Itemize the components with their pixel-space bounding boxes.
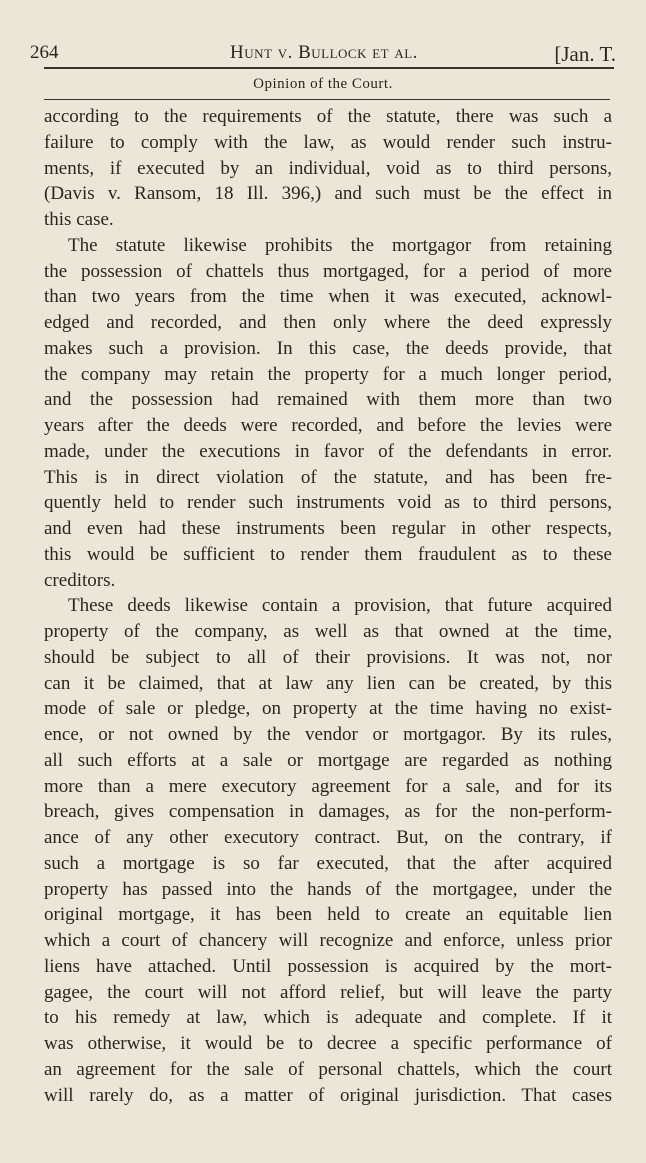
text-line: edged and recorded, and then only where the deed expressly bbox=[44, 312, 612, 333]
text-line: this would be sufficient to render them fraudulent as to these bbox=[44, 543, 612, 565]
header-rule bbox=[44, 67, 614, 69]
text-line: gagee, the court will not afford relief, but will leave the party bbox=[44, 981, 612, 1003]
text-line: was otherwise, it would be to decree a specific performance of bbox=[44, 1033, 612, 1054]
case-title: Hunt v. Bullock et al. bbox=[230, 42, 418, 63]
text-line: liens have attached. Until possession is acquired by the mort- bbox=[44, 955, 612, 977]
text-line: original mortgage, it has been held to create an equitable lien bbox=[44, 904, 612, 926]
page-number: 264 bbox=[30, 42, 59, 63]
text-line: ance of any other executory contract. But, on the contrary, if bbox=[44, 827, 612, 848]
text-line: an agreement for the sale of personal chattels, which the court bbox=[44, 1058, 612, 1080]
text-line: makes such a provision. In this case, the deeds provide, that bbox=[44, 337, 612, 359]
section-subheading: Opinion of the Court. bbox=[253, 76, 393, 92]
text-line: according to the requirements of the statute, there was such a bbox=[44, 106, 612, 127]
text-line: years after the deeds were recorded, and before the levies were bbox=[44, 415, 612, 436]
text-line: which a court of chancery will recognize and enforce, unless prior bbox=[44, 930, 612, 951]
text-line: should be subject to all of their provisions. It was not, nor bbox=[44, 646, 612, 668]
text-line: The statute likewise prohibits the mortgagor from retaining bbox=[68, 234, 612, 256]
text-line: (Davis v. Ransom, 18 Ill. 396,) and such must be the effect in bbox=[44, 183, 612, 205]
text-line: all such efforts at a sale or mortgage are regarded as nothing bbox=[44, 749, 612, 771]
text-line: failure to comply with the law, as would render such instru- bbox=[44, 131, 612, 153]
text-line: such a mortgage is so far executed, that the after acquired bbox=[44, 852, 612, 874]
text-line: ence, or not owned by the vendor or mortgagor. By its rules, bbox=[44, 724, 612, 745]
running-head bbox=[30, 38, 616, 66]
text-line: creditors. bbox=[44, 569, 116, 591]
text-line: breach, gives compensation in damages, as for the non-perform- bbox=[44, 801, 612, 823]
text-line: ments, if executed by an individual, void as to third persons, bbox=[44, 157, 612, 179]
text-line: and even had these instruments been regular in other respects, bbox=[44, 518, 612, 539]
text-line: property has passed into the hands of the mortgagee, under the bbox=[44, 878, 612, 900]
text-line: property of the company, as well as that owned at the time, bbox=[44, 621, 612, 642]
text-line: quently held to render such instruments void as to third persons, bbox=[44, 492, 612, 514]
text-line: will rarely do, as a matter of original jurisdiction. That cases bbox=[44, 1084, 612, 1106]
text-line: more than a mere executory agreement for a sale, and for its bbox=[44, 775, 612, 797]
text-line: This is in direct violation of the statute, and has been fre- bbox=[44, 466, 612, 488]
term-label: [Jan. T. bbox=[554, 42, 616, 66]
opinion-text bbox=[44, 104, 612, 1108]
text-line: than two years from the time when it was executed, acknowl- bbox=[44, 286, 612, 308]
text-line: can it be claimed, that at law any lien can be created, by this bbox=[44, 672, 612, 694]
text-line: the company may retain the property for a much longer period, bbox=[44, 363, 612, 385]
text-line: These deeds likewise contain a provision, that future acquired bbox=[68, 595, 612, 617]
subheading-rule bbox=[44, 99, 610, 100]
text-line: and the possession had remained with them more than two bbox=[44, 389, 612, 411]
text-line: mode of sale or pledge, on property at the time having no exist- bbox=[44, 698, 612, 720]
text-line: this case. bbox=[44, 209, 114, 230]
text-line: the possession of chattels thus mortgaged, for a period of more bbox=[44, 260, 612, 282]
text-line: made, under the executions in favor of the defendants in error. bbox=[44, 440, 612, 462]
text-line: to his remedy at law, which is adequate and complete. If it bbox=[44, 1007, 612, 1029]
